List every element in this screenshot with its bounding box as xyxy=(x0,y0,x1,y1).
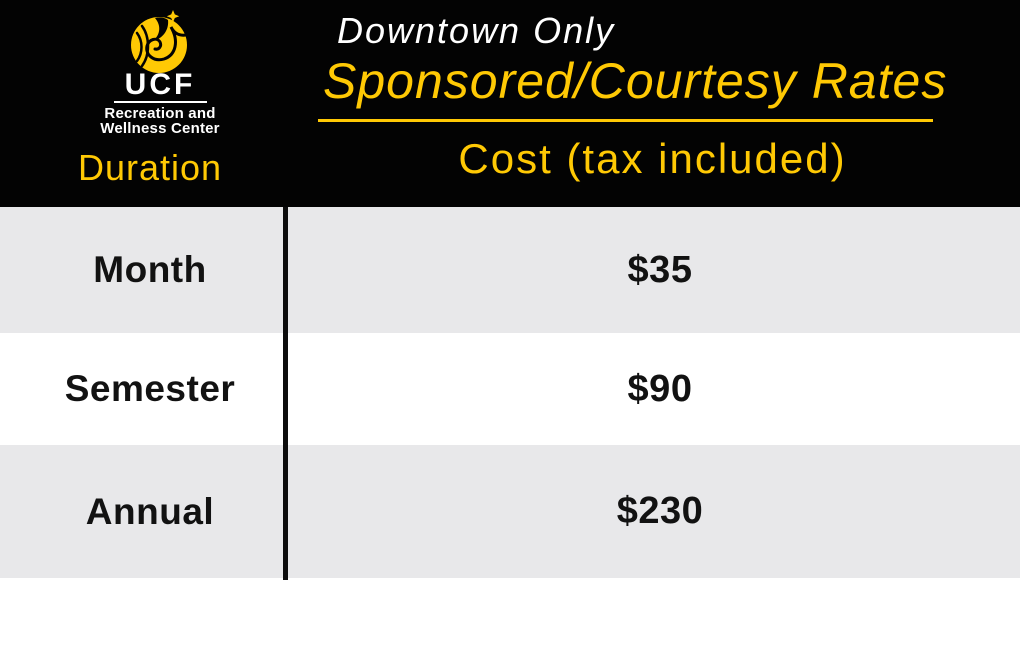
brand-name xyxy=(0,106,320,136)
header-subtitle: Downtown Only xyxy=(337,10,616,51)
brand-block xyxy=(0,0,320,207)
duration-cell: Semester xyxy=(64,368,236,409)
duration-cell: Month xyxy=(93,249,207,290)
cost-cell: $230 xyxy=(616,490,704,532)
title-underline xyxy=(318,119,933,122)
header-title-block xyxy=(285,0,1020,207)
cost-cell: $35 xyxy=(627,248,693,291)
table-row-semester xyxy=(0,333,1020,445)
header-title: Sponsored/Courtesy Rates xyxy=(323,53,948,109)
duration-cell: Annual xyxy=(85,490,215,532)
brand-name-line1: Recreation and xyxy=(104,105,216,122)
brand-acronym: UCF xyxy=(124,68,196,101)
table-row-month xyxy=(0,207,1020,333)
column-header-duration: Duration xyxy=(77,147,223,188)
brand-name-line2: Wellness Center xyxy=(100,120,220,137)
ucf-pegasus-logo-icon xyxy=(128,8,192,74)
cost-cell: $90 xyxy=(627,367,693,410)
table-row-annual xyxy=(0,445,1020,578)
column-divider xyxy=(283,207,288,580)
column-header-cost: Cost (tax included) xyxy=(458,135,847,182)
brand-divider-rule xyxy=(114,101,207,103)
header xyxy=(0,0,1020,207)
